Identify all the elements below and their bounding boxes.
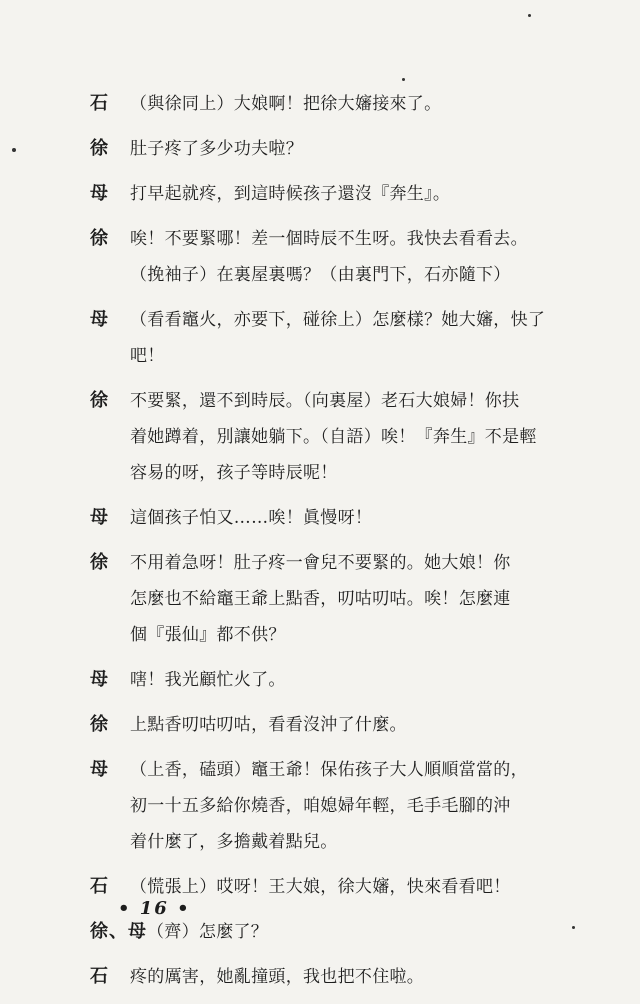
speech-text [130, 302, 590, 374]
speech-text [130, 221, 590, 293]
speech-text [130, 752, 590, 860]
speech-line: 初一十五多給你燒香，咱媳婦年輕，毛手毛腳的沖 [130, 796, 511, 816]
speaker-name: 石 [90, 876, 109, 897]
speech-line: 容易的呀，孩子等時辰呢！ [130, 463, 338, 483]
speech-line: 個『張仙』都不供？ [130, 625, 286, 645]
speech-text [147, 914, 590, 950]
print-speck [12, 148, 16, 152]
speaker-name: 徐 [90, 390, 109, 411]
speech-text [130, 500, 590, 536]
print-speck [572, 926, 575, 929]
speech-line: 不要緊，還不到時辰。（向裏屋）老石大娘婦！你扶 [130, 391, 520, 411]
page-number: • 16 • [118, 898, 191, 919]
dialogue-entry [90, 545, 590, 653]
print-speck [402, 78, 405, 81]
speech-line: （慌張上）哎呀！王大娘，徐大嬸，快來看看吧！ [130, 877, 511, 897]
speech-line: （看看竈火，亦要下，碰徐上）怎麼樣？她大嬸，快了 [130, 310, 546, 330]
speaker-name: 母 [90, 759, 109, 780]
dialogue-entry [90, 500, 590, 536]
speech-line: （挽袖子）在裏屋裏嗎？（由裏門下，石亦隨下） [130, 265, 511, 285]
speaker-name: 石 [90, 93, 109, 114]
speech-text [130, 176, 590, 212]
dialogue-entry [90, 662, 590, 698]
speech-line: 這個孩子怕又……唉！眞慢呀！ [130, 508, 373, 528]
dialogue-entry [90, 707, 590, 743]
speech-line: 肚子疼了多少功夫啦？ [130, 139, 303, 159]
speech-text [130, 959, 590, 995]
speech-line: 上點香叨咕叨咕，看看沒沖了什麼。 [130, 715, 407, 735]
speaker-name: 徐 [90, 552, 109, 573]
dialogue-entry [90, 176, 590, 212]
speech-line: 不用着急呀！肚子疼一會兒不要緊的。她大娘！你 [130, 553, 511, 573]
speech-line: （與徐同上）大娘啊！把徐大嬸接來了。 [130, 94, 442, 114]
speech-line: 怎麼也不給竈王爺上點香，叨咕叨咕。唉！怎麼連 [130, 589, 511, 609]
speech-text [130, 707, 590, 743]
speech-line: 疼的厲害，她亂撞頭，我也把不住啦。 [130, 967, 425, 987]
speaker-name: 母 [90, 507, 109, 528]
play-dialogue [90, 86, 590, 1004]
dialogue-entry [90, 221, 590, 293]
dialogue-entry [90, 302, 590, 374]
speech-text [130, 131, 590, 167]
speech-line: （齊）怎麼了？ [147, 922, 269, 942]
speaker-name: 徐 [90, 228, 109, 249]
dialogue-entry [90, 959, 590, 995]
speech-line: 唉！不要緊哪！差一個時辰不生呀。我快去看看去。 [130, 229, 528, 249]
dialogue-entry [90, 914, 590, 950]
speaker-name: 母 [90, 669, 109, 690]
speech-text [130, 86, 590, 122]
speech-text [130, 383, 590, 491]
speech-text [130, 662, 590, 698]
speech-line: 嗐！我光顧忙火了。 [130, 670, 286, 690]
speaker-name: 徐 [90, 138, 109, 159]
dialogue-entry [90, 131, 590, 167]
speech-text [130, 545, 590, 653]
speech-line: 吧！ [130, 346, 165, 366]
speech-line: （上香，磕頭）竈王爺！保佑孩子大人順順當當的， [130, 760, 528, 780]
dialogue-entry [90, 383, 590, 491]
speech-text [130, 869, 590, 905]
speaker-name: 母 [90, 309, 109, 330]
speaker-name: 石 [90, 966, 109, 987]
print-speck [528, 14, 531, 17]
speaker-name: 徐、母 [90, 921, 147, 942]
speech-line: 着她蹲着，別讓她躺下。（自語）唉！『奔生』不是輕 [130, 427, 537, 447]
dialogue-entry [90, 752, 590, 860]
speaker-name: 母 [90, 183, 109, 204]
dialogue-entry [90, 86, 590, 122]
speech-line: 打早起就疼，到這時候孩子還沒『奔生』。 [130, 184, 451, 204]
speech-line: 着什麼了，多擔戴着點兒。 [130, 832, 338, 852]
speaker-name: 徐 [90, 714, 109, 735]
